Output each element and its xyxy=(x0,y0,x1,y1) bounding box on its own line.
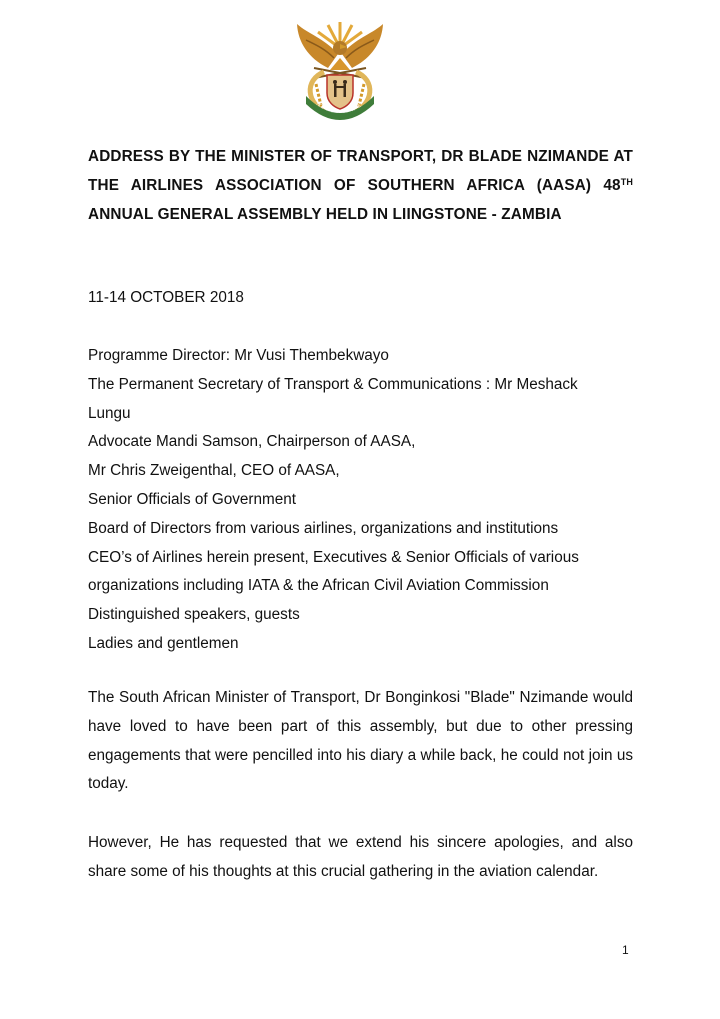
body-paragraph-2: However, He has requested that we extend his sincere apologies, and also share some of his thoughts at this crucial gathering in the aviation calendar. xyxy=(88,834,633,880)
salutation-line: Mr Chris Zweigenthal, CEO of AASA, xyxy=(88,462,340,480)
salutation-line: Ladies and gentlemen xyxy=(88,634,239,652)
salutation-line: Board of Directors from various airlines, organizations and institutions xyxy=(88,519,559,537)
salutation-line: Lungu xyxy=(88,404,131,422)
document-title xyxy=(88,142,633,229)
title-part-2: ANNUAL GENERAL ASSEMBLY HELD IN LIINGSTONE - ZAMBIA xyxy=(88,206,562,223)
motto-text: !KE E: /XARRA //KE xyxy=(314,101,363,116)
event-date: 11-14 OCTOBER 2018 xyxy=(88,289,244,306)
salutation-line: The Permanent Secretary of Transport & Communications : Mr Meshack xyxy=(88,375,578,393)
salutation-line: Programme Director: Mr Vusi Thembekwayo xyxy=(88,347,389,364)
coat-of-arms-emblem xyxy=(294,18,386,124)
body-paragraph-1: The South African Minister of Transport, Dr Bonginkosi "Blade" Nzimande would have loved to have been part of this assembly, but due to other pressing engagements that were pencilled into his diary a while back, he could not join us today. xyxy=(88,689,633,793)
salutation-line: Distinguished speakers, guests xyxy=(88,606,300,624)
page-number: 1 xyxy=(622,943,629,957)
salutation-line: Advocate Mandi Samson, Chairperson of AASA, xyxy=(88,433,416,451)
salutation-line: CEO’s of Airlines herein present, Executives & Senior Officials of various xyxy=(88,548,579,566)
title-part-1: ADDRESS BY THE MINISTER OF TRANSPORT, DR BLADE NZIMANDE AT THE AIRLINES ASSOCIATION OF SOUTHERN AFRICA (AASA) 48 xyxy=(88,148,633,194)
salutation-line: Senior Officials of Government xyxy=(88,490,297,508)
salutations-list xyxy=(88,342,633,659)
title-superscript: TH xyxy=(620,177,633,187)
shield xyxy=(327,75,353,109)
salutation-line: organizations including IATA & the African Civil Aviation Commission xyxy=(88,577,549,595)
